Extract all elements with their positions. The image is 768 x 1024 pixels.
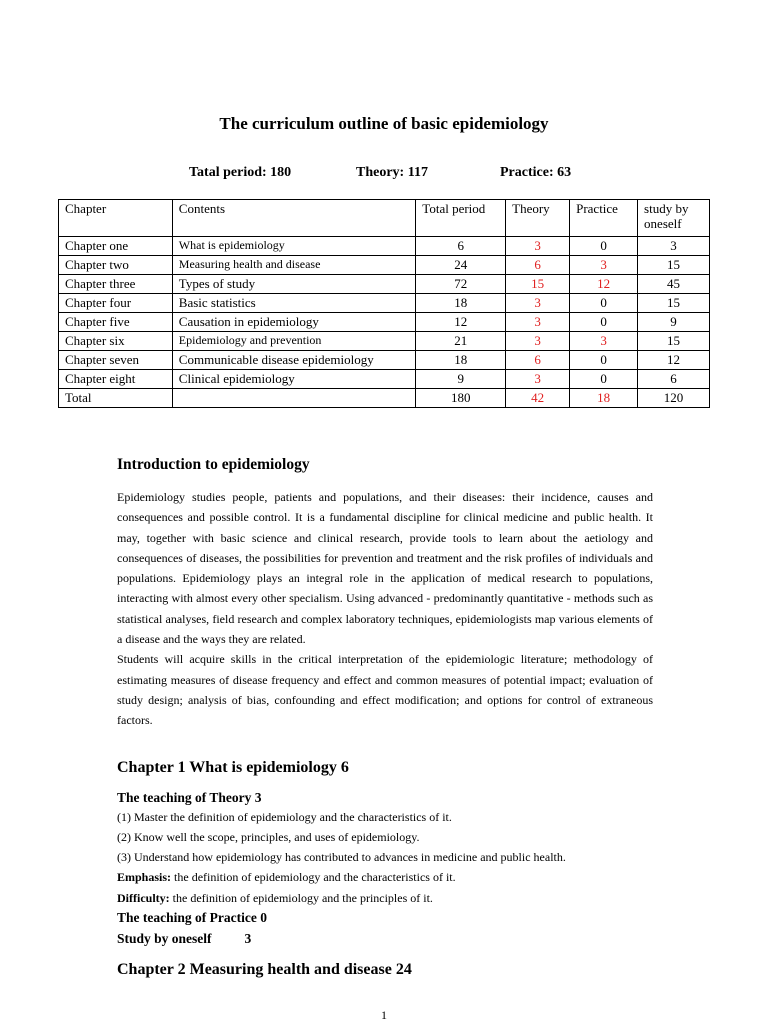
header-practice: Practice	[570, 200, 638, 237]
theory-total: Theory: 117	[356, 165, 428, 180]
table-row	[59, 275, 710, 294]
cell-contents: Clinical epidemiology	[172, 370, 416, 389]
table-row	[59, 294, 710, 313]
table-row	[59, 370, 710, 389]
chapter1-heading: Chapter 1 What is epidemiology 6	[117, 759, 349, 776]
chapter2-heading: Chapter 2 Measuring health and disease 24	[117, 961, 412, 978]
table-row	[59, 351, 710, 370]
table-row	[59, 256, 710, 275]
chapter1-item-3: (3) Understand how epidemiology has contributed to advances in medicine and public health.	[117, 850, 566, 864]
cell-contents: Causation in epidemiology	[172, 313, 416, 332]
cell-contents: What is epidemiology	[172, 237, 416, 256]
cell-total-period: 21	[416, 332, 506, 351]
difficulty-label: Difficulty:	[117, 891, 170, 905]
cell-theory: 3	[506, 294, 570, 313]
cell-study-by-oneself: 15	[638, 294, 710, 313]
chapter1-difficulty	[117, 891, 433, 906]
cell-contents: Basic statistics	[172, 294, 416, 313]
header-theory: Theory	[506, 200, 570, 237]
cell-total-period: 6	[416, 237, 506, 256]
cell-study-by-oneself: 45	[638, 275, 710, 294]
cell-theory: 15	[506, 275, 570, 294]
cell-practice: 0	[570, 313, 638, 332]
cell-theory: 3	[506, 313, 570, 332]
chapter1-item-2: (2) Know well the scope, principles, and uses of epidemiology.	[117, 830, 420, 844]
intro-body	[117, 487, 653, 731]
cell-practice: 12	[570, 275, 638, 294]
header-study-by-oneself: study by oneself	[638, 200, 710, 237]
cell-theory: 42	[506, 389, 570, 408]
cell-contents: Communicable disease epidemiology	[172, 351, 416, 370]
chapter1-self-study	[117, 931, 251, 947]
cell-study-by-oneself: 6	[638, 370, 710, 389]
header-contents: Contents	[172, 200, 416, 237]
cell-practice: 18	[570, 389, 638, 408]
cell-theory: 6	[506, 256, 570, 275]
header-total-period: Total period	[416, 200, 506, 237]
table-row	[59, 332, 710, 351]
cell-total-period: 9	[416, 370, 506, 389]
emphasis-label: Emphasis:	[117, 870, 172, 884]
curriculum-table	[58, 199, 710, 408]
cell-practice: 0	[570, 370, 638, 389]
cell-study-by-oneself: 15	[638, 332, 710, 351]
cell-contents: Measuring health and disease	[172, 256, 416, 275]
difficulty-text: the definition of epidemiology and the principles of it.	[169, 891, 433, 905]
cell-total-period: 24	[416, 256, 506, 275]
cell-total-period: 72	[416, 275, 506, 294]
cell-theory: 3	[506, 370, 570, 389]
self-study-value: 3	[244, 931, 252, 946]
cell-chapter: Chapter eight	[59, 370, 173, 389]
table-row	[59, 313, 710, 332]
cell-theory: 6	[506, 351, 570, 370]
intro-paragraph-1: Epidemiology studies people, patients and populations, and their diseases: their incidence, causes and consequences and possible control. It is a fundamental discipline for clinical medicine and public health. It may, together with basic science and clinical research, provide tools to learn about the aetiology and consequences of diseases, the possibilities for prevention and treatment and the risk profiles of individuals and populations. Epidemiology plays an integral role in the application of medical research to populations, interacting with almost every other specialism. Using advanced - predominantly quantitative - methods such as statistical analyses, field research and complex laboratory techniques, epidemiologists map various elements of a disease and the ways they are related.	[117, 490, 653, 647]
header-chapter: Chapter	[59, 200, 173, 237]
total-period: Tatal period: 180	[189, 165, 292, 180]
cell-practice: 3	[570, 256, 638, 275]
cell-study-by-oneself: 120	[638, 389, 710, 408]
document-title: The curriculum outline of basic epidemiology	[219, 114, 549, 133]
cell-contents	[172, 389, 416, 408]
cell-chapter: Chapter six	[59, 332, 173, 351]
cell-chapter: Chapter two	[59, 256, 173, 275]
cell-practice: 0	[570, 294, 638, 313]
cell-practice: 0	[570, 237, 638, 256]
cell-total-period: 18	[416, 294, 506, 313]
cell-study-by-oneself: 15	[638, 256, 710, 275]
cell-chapter: Chapter five	[59, 313, 173, 332]
chapter1-theory-heading: The teaching of Theory 3	[117, 790, 262, 805]
cell-total-period: 12	[416, 313, 506, 332]
cell-chapter: Total	[59, 389, 173, 408]
cell-chapter: Chapter four	[59, 294, 173, 313]
cell-chapter: Chapter one	[59, 237, 173, 256]
cell-study-by-oneself: 12	[638, 351, 710, 370]
table-row	[59, 237, 710, 256]
cell-total-period: 18	[416, 351, 506, 370]
self-study-label: Study by oneself	[117, 931, 212, 946]
intro-paragraph-2: Students will acquire skills in the critical interpretation of the epidemiologic literature; methodology of estimating measures of disease frequency and effect and common measures of potential impact; evaluation of study design; analysis of bias, confounding and effect modification; and options for control of extraneous factors.	[117, 652, 653, 728]
table-total-row	[59, 389, 710, 408]
chapter1-emphasis	[117, 870, 456, 885]
practice-total: Practice: 63	[500, 165, 572, 180]
cell-study-by-oneself: 3	[638, 237, 710, 256]
cell-theory: 3	[506, 332, 570, 351]
cell-contents: Types of study	[172, 275, 416, 294]
page-number: 1	[381, 1008, 387, 1022]
cell-chapter: Chapter seven	[59, 351, 173, 370]
cell-total-period: 180	[416, 389, 506, 408]
cell-contents: Epidemiology and prevention	[172, 332, 416, 351]
cell-chapter: Chapter three	[59, 275, 173, 294]
intro-heading: Introduction to epidemiology	[117, 456, 310, 473]
table-header-row	[59, 200, 710, 237]
cell-practice: 3	[570, 332, 638, 351]
chapter1-item-1: (1) Master the definition of epidemiology and the characteristics of it.	[117, 810, 452, 824]
cell-study-by-oneself: 9	[638, 313, 710, 332]
emphasis-text: the definition of epidemiology and the characteristics of it.	[171, 870, 456, 884]
cell-practice: 0	[570, 351, 638, 370]
chapter1-practice-heading: The teaching of Practice 0	[117, 910, 267, 925]
cell-theory: 3	[506, 237, 570, 256]
